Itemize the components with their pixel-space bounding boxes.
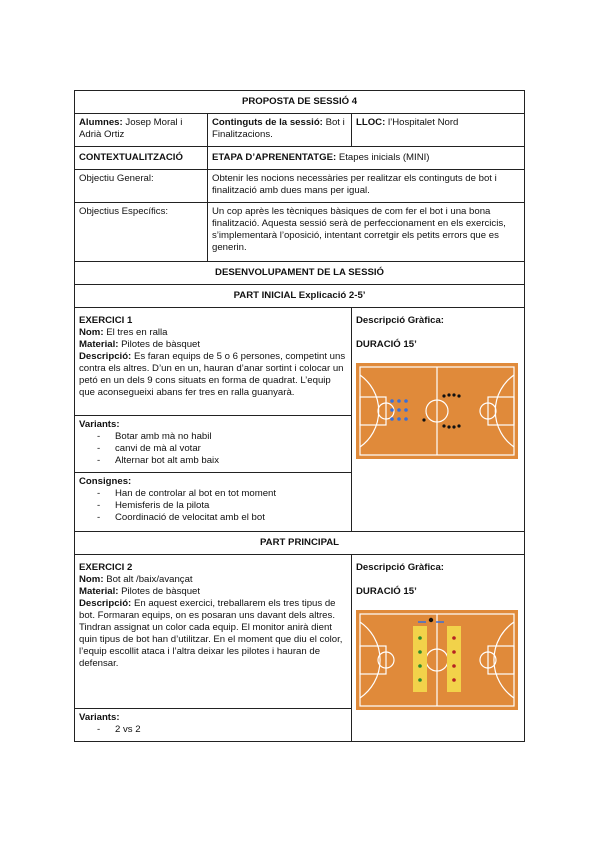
exercici1-consignes-list [79,488,347,524]
list-item: - Alternar bot alt amb baix [79,455,347,467]
exercici1-variants-label: Variants: [79,419,120,430]
exercici2-nom-label: Nom: [79,574,104,585]
exercici2-durada: DURACIÓ 15’ [356,586,417,597]
list-item: - Coordinació de velocitat amb el bot [79,512,347,524]
court-diagram-2 [356,610,518,710]
monitor-icon [429,618,433,622]
exercici1-consignes-label: Consignes: [79,476,132,487]
exercici2-grafica-label: Descripció Gràfica: [356,562,444,573]
objectius-especifics-label: Objectius Específics: [75,203,208,262]
exercici1-nom: El tres en ralla [106,327,168,338]
part-principal-heading: PART PRINCIPAL [75,532,525,555]
continguts-value: Bot i Finalitzacions. [212,117,345,140]
exercici1-material: Pilotes de bàsquet [121,339,201,350]
exercici1-variants [75,415,351,472]
exercici1-grafica-cell [352,308,525,532]
exercici2-variants [75,708,351,741]
exercici2-cell [75,555,352,742]
exercici1-grafica-label: Descripció Gràfica: [356,315,444,326]
exercici2-descripcio-label: Descripció: [79,598,132,609]
exercici1-descripcio: Es faran equips de 5 o 6 persones, competint uns contra els altres. D’un en un, hauran d’anar sortint i colocar un petó en un dels 9 cons situats en forma de quadrat. L’equip que aconsegueixi abans fer tres en ralla guanyarà. [79,351,346,398]
court-diagram-1 [356,363,518,459]
alumnes-value: Josep Moral i Adrià Ortiz [79,117,183,140]
lloc-label: LLOC: [356,117,386,128]
exercici2-variants-list [79,724,347,736]
exercici1-descripcio-label: Descripció: [79,351,132,362]
exercici2-material: Pilotes de bàsquet [121,586,201,597]
session-document [74,90,524,742]
continguts-cell [208,114,352,147]
exercici2-descripcio: En aquest exercici, treballarem els tres tipus de bot. Formaran equips, on es posaran uns davant dels altres. Tindran assignat un color cada equip. El monitor anirà dient quin tipus de bot han d’utilitzar. En el moment que diu el color, l’equip escollit ataca i l’altra deixar les pilotes i hauran de defensar. [79,598,343,669]
part-inicial-label: PART INICIAL [233,290,297,301]
team-zone-yellow-2 [447,626,461,692]
etapa-label: ETAPA D’APRENENTATGE: [212,152,337,163]
lloc-value: l’Hospitalet Nord [387,117,459,128]
etapa-value: Etapes inicials (MINI) [338,152,430,163]
exercici2-nom: Bot alt /baix/avançat [106,574,193,585]
contextualitzacio-label: CONTEXTUALITZACIÓ [79,152,183,163]
continguts-label: Continguts de la sessió: [212,117,323,128]
exercici2-variants-label: Variants: [79,712,120,723]
exercici1-cell [75,308,352,532]
team-zone-yellow [413,626,427,692]
part-inicial-heading [75,285,525,308]
objectius-especifics-value: Un cop après les tècniques bàsiques de com fer el bot i una bona finalització. Aquesta sessió serà de perfeccionament en els exercicis, s’implementarà l’oposició, intentant corretgir els petits errors que es generin. [208,203,525,262]
exercici2-material-label: Material: [79,586,119,597]
session-title: PROPOSTA DE SESSIÓ 4 [75,91,525,114]
part-inicial-extra: Explicació 2-5’ [298,290,366,301]
exercici1-material-label: Material: [79,339,119,350]
objectiu-general-label: Objectiu General: [75,170,208,203]
list-item: - canvi de mà al votar [79,443,347,455]
list-item: - Botar amb mà no habil [79,431,347,443]
exercici2-grafica-cell [352,555,525,742]
cones-grid [390,399,408,421]
contextualitzacio-heading [75,147,208,170]
list-item: - Han de controlar al bot en tot moment [79,488,347,500]
list-item: - 2 vs 2 [79,724,347,736]
session-table [74,90,525,742]
exercici1-nom-label: Nom: [79,327,104,338]
exercici2-title: EXERCICI 2 [79,562,133,573]
objectiu-general-value: Obtenir les nocions necessàries per realitzar els continguts de bot i finalització amb dues mans per igual. [208,170,525,203]
lloc-cell [352,114,525,147]
exercici1-consignes [75,472,351,531]
list-item: - Hemisferis de la pilota [79,500,347,512]
exercici1-title: EXERCICI 1 [79,315,133,326]
alumnes-cell [75,114,208,147]
alumnes-label: Alumnes: [79,117,123,128]
exercici1-durada: DURACIÓ 15’ [356,339,417,350]
desenvolupament-heading: DESENVOLUPAMENT DE LA SESSIÓ [75,262,525,285]
exercici1-variants-list [79,431,347,467]
etapa-cell [208,147,525,170]
